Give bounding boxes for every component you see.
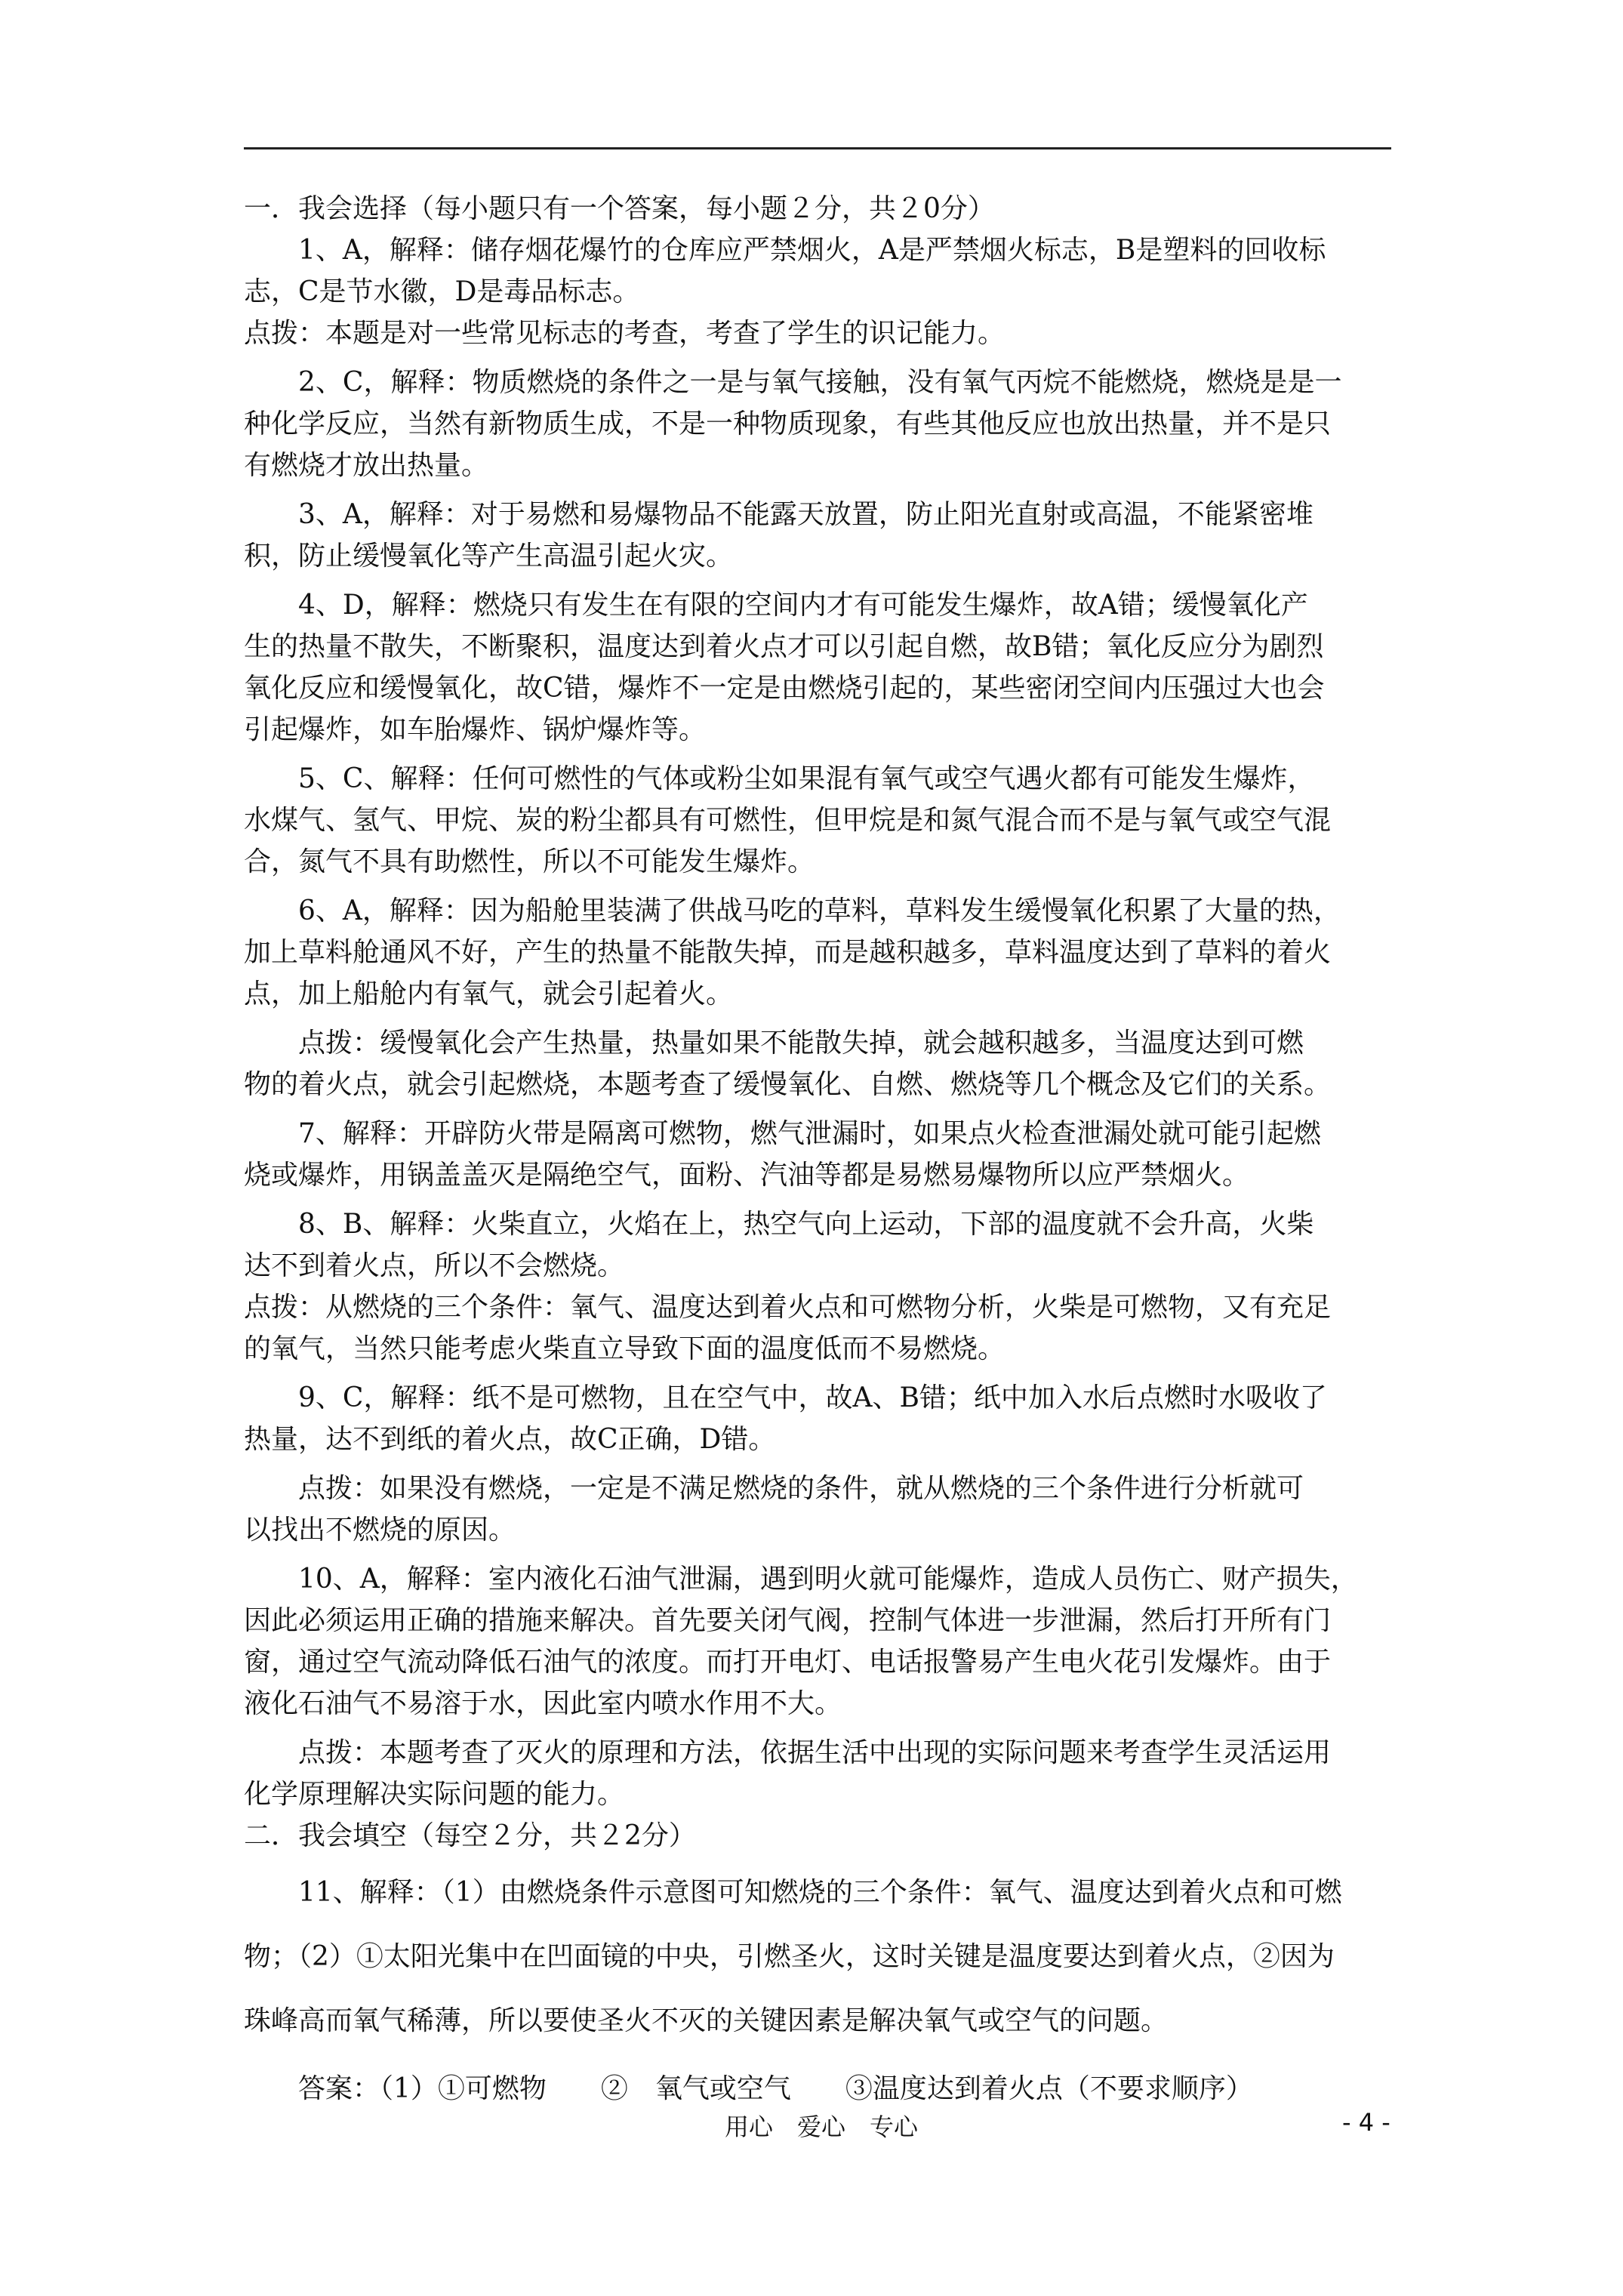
text-line: 种化学反应，当然有新物质生成，不是一种物质现象，有些其他反应也放出热量，并不是只 <box>244 408 1332 439</box>
text-line: 物的着火点，就会引起燃烧，本题考查了缓慢氧化、自燃、燃烧等几个概念及它们的关系。 <box>244 1069 1332 1100</box>
text-line: 化学原理解决实际问题的能力。 <box>244 1779 625 1810</box>
text-line: 点拨：缓慢氧化会产生热量，热量如果不能散失掉，就会越积越多，当温度达到可燃 <box>244 1028 1304 1059</box>
text-line: 2、C，解释：物质燃烧的条件之一是与氧气接触，没有氧气丙烷不能燃烧，燃烧是是一 <box>244 367 1342 398</box>
text-line: 4、D，解释：燃烧只有发生在有限的空间内才有可能发生爆炸，故A错；缓慢氧化产 <box>244 590 1308 621</box>
section-heading: 一．我会选择（每小题只有一个答案，每小题２分，共２0分） <box>244 193 995 224</box>
text-line: 8、B、解释：火柴直立，火焰在上，热空气向上运动，下部的温度就不会升高，火柴 <box>244 1209 1314 1240</box>
text-line: 物；（2）①太阳光集中在凹面镜的中央，引燃圣火，这时关键是温度要达到着火点，②因为 <box>244 1941 1335 1972</box>
text-line: 的氧气，当然只能考虑火柴直立导致下面的温度低而不易燃烧。 <box>244 1333 1006 1364</box>
page-number: - 4 - <box>1342 2108 1390 2137</box>
section-heading: 二．我会填空（每空２分，共２2分） <box>244 1820 696 1851</box>
text-line: 氧化反应和缓慢氧化，故C错，爆炸不一定是由燃烧引起的，某些密闭空间内压强过大也会 <box>244 673 1325 704</box>
text-line: 引起爆炸，如车胎爆炸、锅炉爆炸等。 <box>244 714 707 745</box>
text-line: 点，加上船舱内有氧气，就会引起着火。 <box>244 978 734 1009</box>
text-line: 窗，通过空气流动降低石油气的浓度。而打开电灯、电话报警易产生电火花引发爆炸。由于 <box>244 1647 1332 1678</box>
text-line: 液化石油气不易溶于水，因此室内喷水作用不大。 <box>244 1688 842 1719</box>
text-line: 9、C，解释：纸不是可燃物，且在空气中，故A、B错；纸中加入水后点燃时水吸收了 <box>244 1382 1327 1413</box>
text-line: 10、A，解释：室内液化石油气泄漏，遇到明火就可能爆炸，造成人员伤亡、财产损失， <box>244 1564 1358 1595</box>
text-line: 以找出不燃烧的原因。 <box>244 1515 516 1546</box>
footer-motto: 用心 爱心 专心 <box>725 2113 919 2141</box>
text-line: 有燃烧才放出热量。 <box>244 450 489 481</box>
text-line: 生的热量不散失，不断聚积，温度达到着火点才可以引起自燃，故B错；氧化反应分为剧烈 <box>244 631 1324 662</box>
text-line: 烧或爆炸，用锅盖盖灭是隔绝空气，面粉、汽油等都是易燃易爆物所以应严禁烟火。 <box>244 1160 1250 1191</box>
text-line: 积，防止缓慢氧化等产生高温引起火灾。 <box>244 541 734 572</box>
text-line: 6、A，解释：因为船舱里装满了供战马吃的草料，草料发生缓慢氧化积累了大量的热， <box>244 895 1341 926</box>
text-line: 答案：（1）①可燃物 ② 氧气或空气 ③温度达到着火点（不要求顺序） <box>244 2073 1253 2104</box>
text-line: 5、C、解释：任何可燃性的气体或粉尘如果混有氧气或空气遇火都有可能发生爆炸， <box>244 763 1315 794</box>
text-line: 加上草料舱通风不好，产生的热量不能散失掉，而是越积越多，草料温度达到了草料的着火 <box>244 937 1332 968</box>
text-line: 达不到着火点，所以不会燃烧。 <box>244 1250 625 1281</box>
text-line: 志，C是节水徽，D是毒品标志。 <box>244 276 640 307</box>
text-line: 点拨：从燃烧的三个条件：氧气、温度达到着火点和可燃物分析，火柴是可燃物，又有充足 <box>244 1292 1332 1323</box>
text-line: 因此必须运用正确的措施来解决。首先要关闭气阀，控制气体进一步泄漏，然后打开所有门 <box>244 1605 1332 1636</box>
text-line: 11、解释：（1）由燃烧条件示意图可知燃烧的三个条件：氧气、温度达到着火点和可燃 <box>244 1877 1342 1908</box>
text-line: 热量，达不到纸的着火点，故C正确，D错。 <box>244 1424 776 1455</box>
text-line: 点拨：本题是对一些常见标志的考查，考查了学生的识记能力。 <box>244 318 1006 349</box>
header-rule <box>244 147 1391 149</box>
text-line: 合，氮气不具有助燃性，所以不可能发生爆炸。 <box>244 846 815 877</box>
text-line: 点拨：本题考查了灭火的原理和方法，依据生活中出现的实际问题来考查学生灵活运用 <box>244 1737 1332 1768</box>
text-line: 水煤气、氢气、甲烷、炭的粉尘都具有可燃性，但甲烷是和氮气混合而不是与氧气或空气混 <box>244 805 1332 836</box>
text-line: 7、解释：开辟防火带是隔离可燃物，燃气泄漏时，如果点火检查泄漏处就可能引起燃 <box>244 1118 1321 1149</box>
text-line: 点拨：如果没有燃烧，一定是不满足燃烧的条件，就从燃烧的三个条件进行分析就可 <box>244 1473 1304 1504</box>
text-line: 1、A，解释：储存烟花爆竹的仓库应严禁烟火，A是严禁烟火标志，B是塑料的回收标 <box>244 235 1326 266</box>
text-line: 珠峰高而氧气稀薄，所以要使圣火不灭的关键因素是解决氧气或空气的问题。 <box>244 2005 1169 2036</box>
text-line: 3、A，解释：对于易燃和易爆物品不能露天放置，防止阳光直射或高温，不能紧密堆 <box>244 499 1313 530</box>
